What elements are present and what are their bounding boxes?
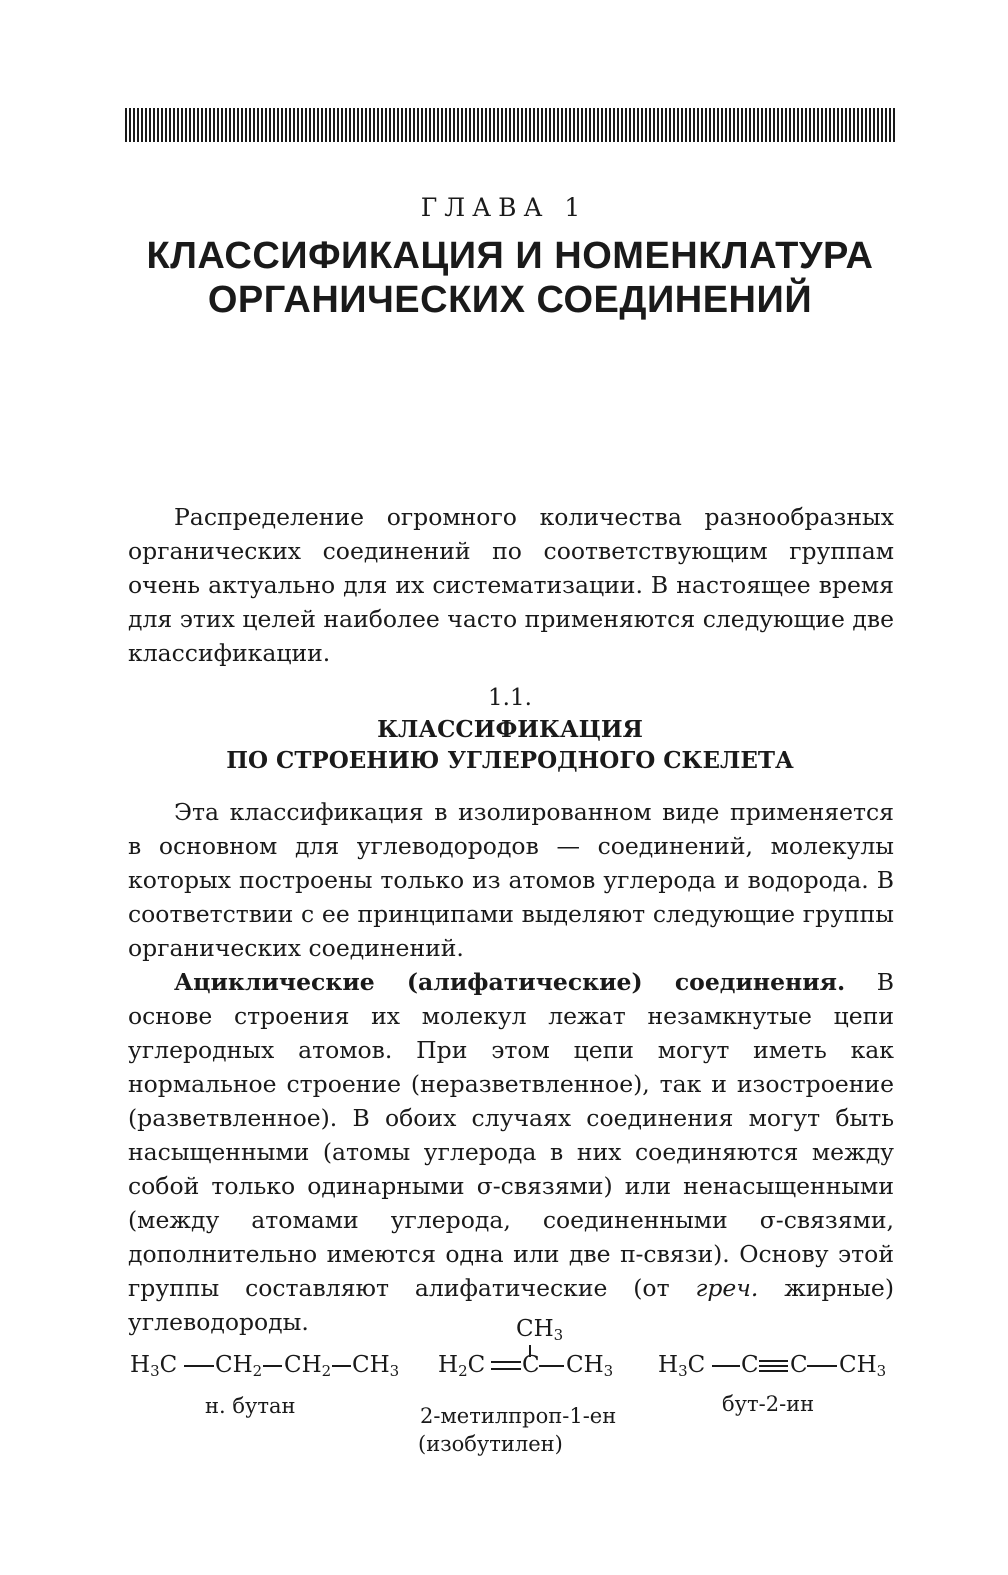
chapter-title-line1: КЛАССИФИКАЦИЯ И НОМЕНКЛАТУРА	[146, 235, 874, 277]
isobutylene-ch3: $CH_3$	[566, 1352, 614, 1380]
butane-caption: н. бутан	[205, 1394, 296, 1418]
butyne-caption: бут-2-ин	[722, 1392, 815, 1416]
isobutylene-caption-trivial: (изобутилен)	[418, 1432, 563, 1456]
butyne-ch3: $CH_3$	[839, 1352, 887, 1380]
acyclic-text-2: жирные) углеводороды.	[128, 1274, 894, 1336]
isobutylene-caption-name: 2-метилпроп-1-ен	[420, 1404, 617, 1428]
acyclic-italic: греч.	[695, 1274, 759, 1302]
acyclic-text-1: В основе строения их молекул лежат незамкнутые цепи углеродных атомов. При этом цепи могут иметь как нормальное строение (неразветвленное), так и изостроение (разветвленное). В обоих случаях соединения могут быть насыщенными (атомы углерода в них соединяются между собой только одинарными σ-связями) или ненасыщенными (между атомами углерода, соединенными σ-связями, дополнительно имеются одна или две π-связи). Основу этой группы составляют алифатические (от	[128, 968, 894, 1302]
chapter-title-line2: ОРГАНИЧЕСКИХ СОЕДИНЕНИЙ	[207, 279, 813, 321]
isobutylene-c: C	[522, 1352, 540, 1378]
section-title-line1: КЛАССИФИКАЦИЯ	[377, 716, 643, 743]
intro-paragraph: Распределение огромного количества разнообразных органических соединений по соответствующим группам очень актуально для их систематизации. В настоящее время для этих целей наиболее часто применяются следующие две классификации.	[128, 503, 894, 667]
butyne-c2: C	[790, 1352, 808, 1378]
butane-ch2-b: $CH_2$	[284, 1352, 332, 1380]
isobutylene-h2c: $H_2C$	[438, 1352, 486, 1380]
butyne-h3c: $H_3C$	[658, 1352, 706, 1380]
butane-h3c: $H_3C$	[130, 1352, 178, 1380]
section-title-line2: ПО СТРОЕНИЮ УГЛЕРОДНОГО СКЕЛЕТА	[226, 747, 794, 774]
paragraph-hydrocarbons: Эта классификация в изолированном виде применяется в основном для углеводородов — соединений, молекулы которых построены только из атомов углерода и водорода. В соответствии с ее принципами выделяют следующие группы органических соединений.	[128, 798, 894, 962]
butane-ch3: $CH_3$	[352, 1352, 400, 1380]
term-acyclic: Ациклические (алифатические) соединения.	[174, 968, 846, 996]
chapter-label: ГЛАВА 1	[420, 193, 588, 222]
butane-ch2-a: $CH_2$	[215, 1352, 263, 1380]
isobutylene-methyl: $CH_3$	[516, 1316, 564, 1344]
butyne-c1: C	[741, 1352, 759, 1378]
section-number: 1.1.	[488, 685, 532, 711]
